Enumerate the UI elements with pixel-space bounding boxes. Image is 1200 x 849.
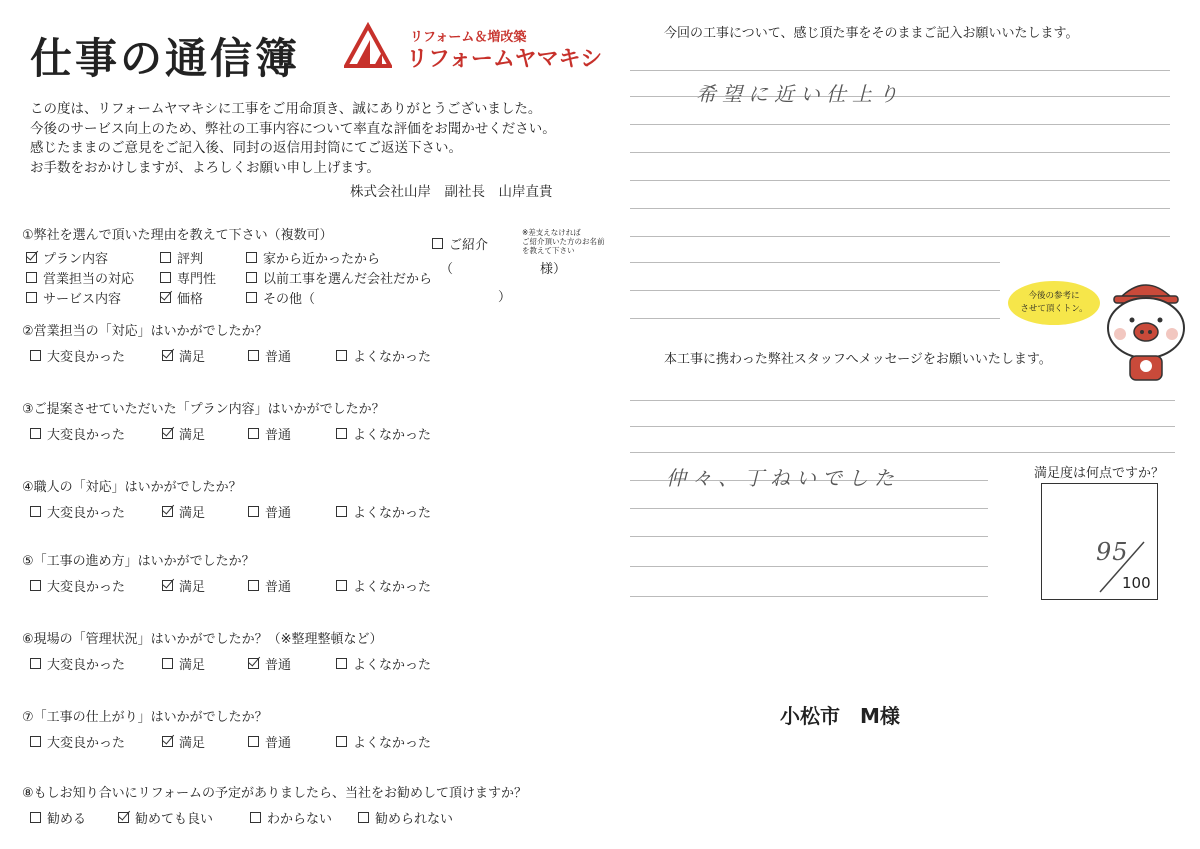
- checkbox-checked[interactable]: [162, 506, 173, 517]
- question-8: ⑧もしお知り合いにリフォームの予定がありましたら、当社をお勧めして頂けますか？: [22, 786, 528, 801]
- checkbox[interactable]: [160, 252, 171, 263]
- rating-option[interactable]: 大変良かった: [30, 576, 125, 595]
- q1-option[interactable]: 専門性: [160, 268, 216, 287]
- checkbox[interactable]: [248, 506, 259, 517]
- q1-option[interactable]: 営業担当の対応: [26, 268, 134, 287]
- rating-option[interactable]: 普通: [248, 424, 291, 443]
- intro-text: [30, 100, 590, 178]
- checkbox[interactable]: [162, 658, 173, 669]
- checkbox[interactable]: [30, 350, 41, 361]
- q8-option[interactable]: 勧められない: [358, 808, 453, 827]
- ruled-line: [630, 508, 988, 509]
- intro-line: この度は、リフォームヤマキシに工事をご用命頂き、誠にありがとうございました。: [30, 101, 542, 117]
- rating-question: ⑥現場の「管理状況」はいかがでしたか？（※整理整頓など）: [22, 632, 383, 647]
- rating-option[interactable]: 普通: [248, 346, 291, 365]
- referral-option[interactable]: ご紹介: [432, 234, 488, 253]
- q1-option[interactable]: 家から近かったから: [246, 248, 380, 267]
- ruled-line: [630, 262, 1000, 263]
- checkbox[interactable]: [336, 658, 347, 669]
- rating-option[interactable]: 満足: [162, 424, 205, 443]
- rating-option[interactable]: 満足: [162, 346, 205, 365]
- score-value: 95: [1096, 538, 1129, 566]
- rating-option[interactable]: 大変良かった: [30, 654, 125, 673]
- checkbox-checked[interactable]: [162, 736, 173, 747]
- rating-question: ③ご提案させていただいた「プラン内容」はいかがでしたか？: [22, 402, 385, 417]
- rating-option[interactable]: よくなかった: [336, 346, 431, 365]
- rating-option[interactable]: 大変良かった: [30, 424, 125, 443]
- ruled-line: [630, 400, 1175, 401]
- message-prompt: 本工事に携わった弊社スタッフへメッセージをお願いいたします。: [664, 352, 1052, 367]
- intro-line: 今後のサービス向上のため、弊社の工事内容について率直な評価をお聞かせください。: [30, 120, 556, 137]
- score-prompt: 満足度は何点ですか？: [1034, 466, 1165, 481]
- checkbox[interactable]: [160, 272, 171, 283]
- customer-name: 小松市 M様: [780, 704, 900, 728]
- ruled-line: [630, 426, 1175, 427]
- checkbox-checked[interactable]: [162, 428, 173, 439]
- signer: 株式会社山岸 副社長 山岸直貴: [350, 184, 553, 200]
- checkbox[interactable]: [30, 812, 41, 823]
- message-answer: 仲々、丁ねいでした: [666, 466, 900, 490]
- ruled-line: [630, 124, 1170, 125]
- ruled-line: [630, 70, 1170, 71]
- checkbox[interactable]: [336, 350, 347, 361]
- checkbox[interactable]: [248, 580, 259, 591]
- ruled-line: [630, 208, 1170, 209]
- rating-option[interactable]: 満足: [162, 502, 205, 521]
- rating-option[interactable]: 大変良かった: [30, 346, 125, 365]
- ruled-line: [630, 290, 1000, 291]
- ruled-line: [630, 180, 1170, 181]
- checkbox[interactable]: [30, 658, 41, 669]
- checkbox[interactable]: [336, 580, 347, 591]
- question-1: ①弊社を選んで頂いた理由を教えて下さい（複数可）: [22, 228, 333, 243]
- checkbox[interactable]: [432, 238, 443, 249]
- intro-line: 感じたままのご意見をご記入後、同封の返信用封筒にてご返送下さい。: [30, 140, 462, 156]
- checkbox[interactable]: [250, 812, 261, 823]
- ruled-line: [630, 452, 1175, 453]
- intro-line: お手数をおかけしますが、よろしくお願い申し上げます。: [30, 159, 380, 176]
- checkbox[interactable]: [248, 736, 259, 747]
- ruled-line: [630, 152, 1170, 153]
- score-max: 100: [1122, 574, 1151, 592]
- rating-option[interactable]: 満足: [162, 576, 205, 595]
- checkbox[interactable]: [336, 736, 347, 747]
- checkbox[interactable]: [30, 580, 41, 591]
- q1-option[interactable]: プラン内容: [26, 248, 108, 267]
- checkbox-checked[interactable]: [248, 658, 259, 669]
- referral-suffix: 様）: [540, 262, 567, 277]
- referral-note: ※差支えなければ ご紹介頂いた方のお名前 を教えて下さい: [522, 228, 605, 255]
- rating-option[interactable]: 普通: [248, 502, 291, 521]
- q8-option[interactable]: 勧める: [30, 808, 86, 827]
- ruled-line: [630, 596, 988, 597]
- q1-option[interactable]: 評判: [160, 248, 203, 267]
- ruled-line: [630, 318, 1000, 319]
- checkbox-checked[interactable]: [162, 580, 173, 591]
- checkbox[interactable]: [30, 506, 41, 517]
- q1-option[interactable]: その他（: [246, 288, 315, 307]
- other-close-paren: ）: [498, 290, 512, 305]
- checkbox[interactable]: [30, 428, 41, 439]
- checkbox[interactable]: [248, 350, 259, 361]
- rating-question: ⑦「工事の仕上がり」はいかがでしたか？: [22, 710, 268, 725]
- q1-option[interactable]: サービス内容: [26, 288, 121, 307]
- q8-option[interactable]: わからない: [250, 808, 332, 827]
- q8-option[interactable]: 勧めても良い: [118, 808, 213, 827]
- logo-mark-icon: [344, 22, 392, 68]
- rating-option[interactable]: 満足: [162, 732, 205, 751]
- q1-option[interactable]: 以前工事を選んだ会社だから: [246, 268, 432, 287]
- rating-option[interactable]: 満足: [162, 654, 205, 673]
- rating-option[interactable]: よくなかった: [336, 576, 431, 595]
- checkbox[interactable]: [358, 812, 369, 823]
- rating-question: ⑤「工事の進め方」はいかがでしたか？: [22, 554, 255, 569]
- mascot-speech-bubble: 今後の参考に させて頂くトン。: [1008, 281, 1100, 325]
- checkbox[interactable]: [248, 428, 259, 439]
- rating-option[interactable]: 普通: [248, 576, 291, 595]
- checkbox[interactable]: [246, 292, 257, 303]
- checkbox-checked[interactable]: [118, 812, 129, 823]
- rating-question: ②営業担当の「対応」はいかがでしたか？: [22, 324, 268, 339]
- mascot-pig-icon: [1098, 270, 1194, 385]
- checkbox-checked[interactable]: [162, 350, 173, 361]
- ruled-line: [630, 236, 1170, 237]
- checkbox[interactable]: [336, 428, 347, 439]
- rating-option[interactable]: 大変良かった: [30, 732, 125, 751]
- rating-option[interactable]: よくなかった: [336, 654, 431, 673]
- ruled-line: [630, 566, 988, 567]
- page-title: 仕事の通信簿: [30, 34, 301, 83]
- checkbox[interactable]: [26, 272, 37, 283]
- ruled-line: [630, 536, 988, 537]
- rating-option[interactable]: 大変良かった: [30, 502, 125, 521]
- checkbox[interactable]: [336, 506, 347, 517]
- checkbox-checked[interactable]: [160, 292, 171, 303]
- impression-prompt: 今回の工事について、感じ頂た事をそのままご記入お願いいたします。: [664, 26, 1079, 41]
- checkbox-checked[interactable]: [26, 252, 37, 263]
- checkbox[interactable]: [246, 252, 257, 263]
- rating-option[interactable]: 普通: [248, 732, 291, 751]
- q1-option[interactable]: 価格: [160, 288, 203, 307]
- referral-open: （: [440, 262, 454, 277]
- rating-option[interactable]: よくなかった: [336, 424, 431, 443]
- logo-subtitle: リフォーム＆増改築: [410, 30, 527, 45]
- rating-option[interactable]: 普通: [248, 654, 291, 673]
- checkbox[interactable]: [26, 292, 37, 303]
- impression-answer: 希望に近い仕上り: [696, 82, 904, 106]
- logo-name: リフォームヤマキシ: [406, 47, 603, 72]
- rating-option[interactable]: よくなかった: [336, 732, 431, 751]
- rating-question: ④職人の「対応」はいかがでしたか？: [22, 480, 242, 495]
- checkbox[interactable]: [246, 272, 257, 283]
- checkbox[interactable]: [30, 736, 41, 747]
- rating-option[interactable]: よくなかった: [336, 502, 431, 521]
